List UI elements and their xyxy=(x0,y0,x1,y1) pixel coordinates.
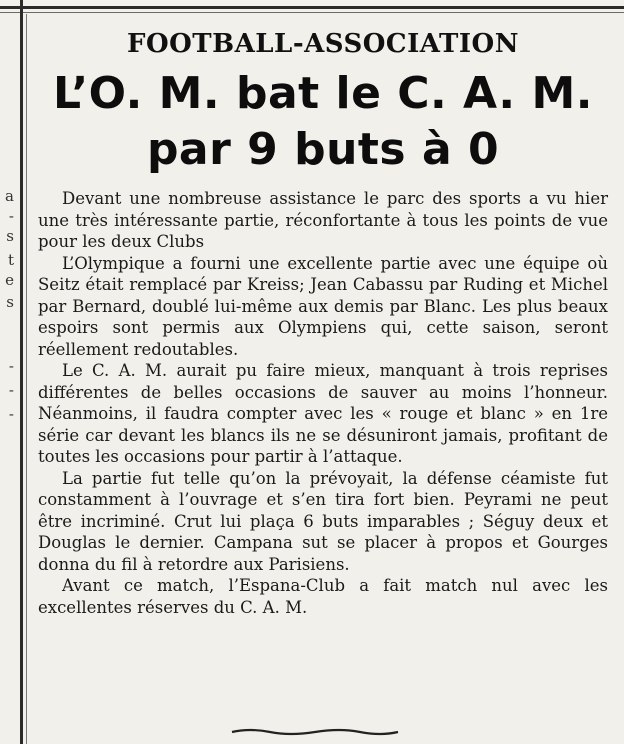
column-rule-thin xyxy=(26,14,27,744)
article-paragraph: La partie fut telle qu’on la prévoyait, la défense céamiste fut constamment à l’ouvrage et s’en tira fort bien. Peyrami ne peut être incriminé. Crut lui plaça 6 buts imparables ; Séguy deux et Douglas le dernier. Campana sut se placer à propos et Gourges donna du fil à retordre aux Parisiens. xyxy=(38,468,608,574)
article-body xyxy=(38,188,608,618)
article-paragraph: Le C. A. M. aurait pu faire mieux, manquant à trois reprises différentes de belles occasions de sauver au moins l’honneur. Néanmoins, il faudra compter avec les « rouge et blanc » en 1re série car devant les blancs ils ne se désuniront jamais, profitant de toutes les occasions pour partir à l’attaque. xyxy=(38,361,608,466)
neighbor-fragment: - xyxy=(8,405,14,423)
top-rule xyxy=(0,6,624,9)
end-ornament-icon xyxy=(230,728,400,736)
neighbor-fragment: - xyxy=(8,207,14,225)
neighbor-fragment: a xyxy=(5,187,14,205)
neighbor-fragment: e xyxy=(5,271,14,289)
neighbor-fragment: s xyxy=(6,293,14,311)
neighbor-fragment: t xyxy=(7,251,14,269)
article-paragraph: L’Olympique a fourni une excellente partie avec une équipe où Seitz était remplacé par Kreiss; Jean Cabassu par Ruding et Michel par Bernard, doublé lui-même aux demis par Blanc. Les plus beaux espoirs sont permis aux Olympiens qui, cette saison, seront réellement redoutables. xyxy=(38,253,608,359)
article-paragraph: Avant ce match, l’Espana-Club a fait match nul avec les excellentes réserves du C. A. M. xyxy=(38,576,608,617)
neighbor-fragment: s xyxy=(6,227,14,245)
headline-line-1: L’O. M. bat le C. A. M. xyxy=(53,68,593,119)
column-rule xyxy=(20,0,23,744)
neighbor-fragment: - xyxy=(8,381,14,399)
neighbor-fragment: - xyxy=(8,357,14,375)
top-rule-thin xyxy=(0,12,624,13)
article-kicker: FOOTBALL-ASSOCIATION xyxy=(127,29,519,59)
headline-line-2: par 9 buts à 0 xyxy=(146,124,500,175)
article-headline xyxy=(38,66,608,178)
article-paragraph: Devant une nombreuse assistance le parc des sports a vu hier une très intéressante partie, réconfortante à tous les points de vue pour les deux Clubs xyxy=(38,189,608,251)
article xyxy=(38,26,608,618)
